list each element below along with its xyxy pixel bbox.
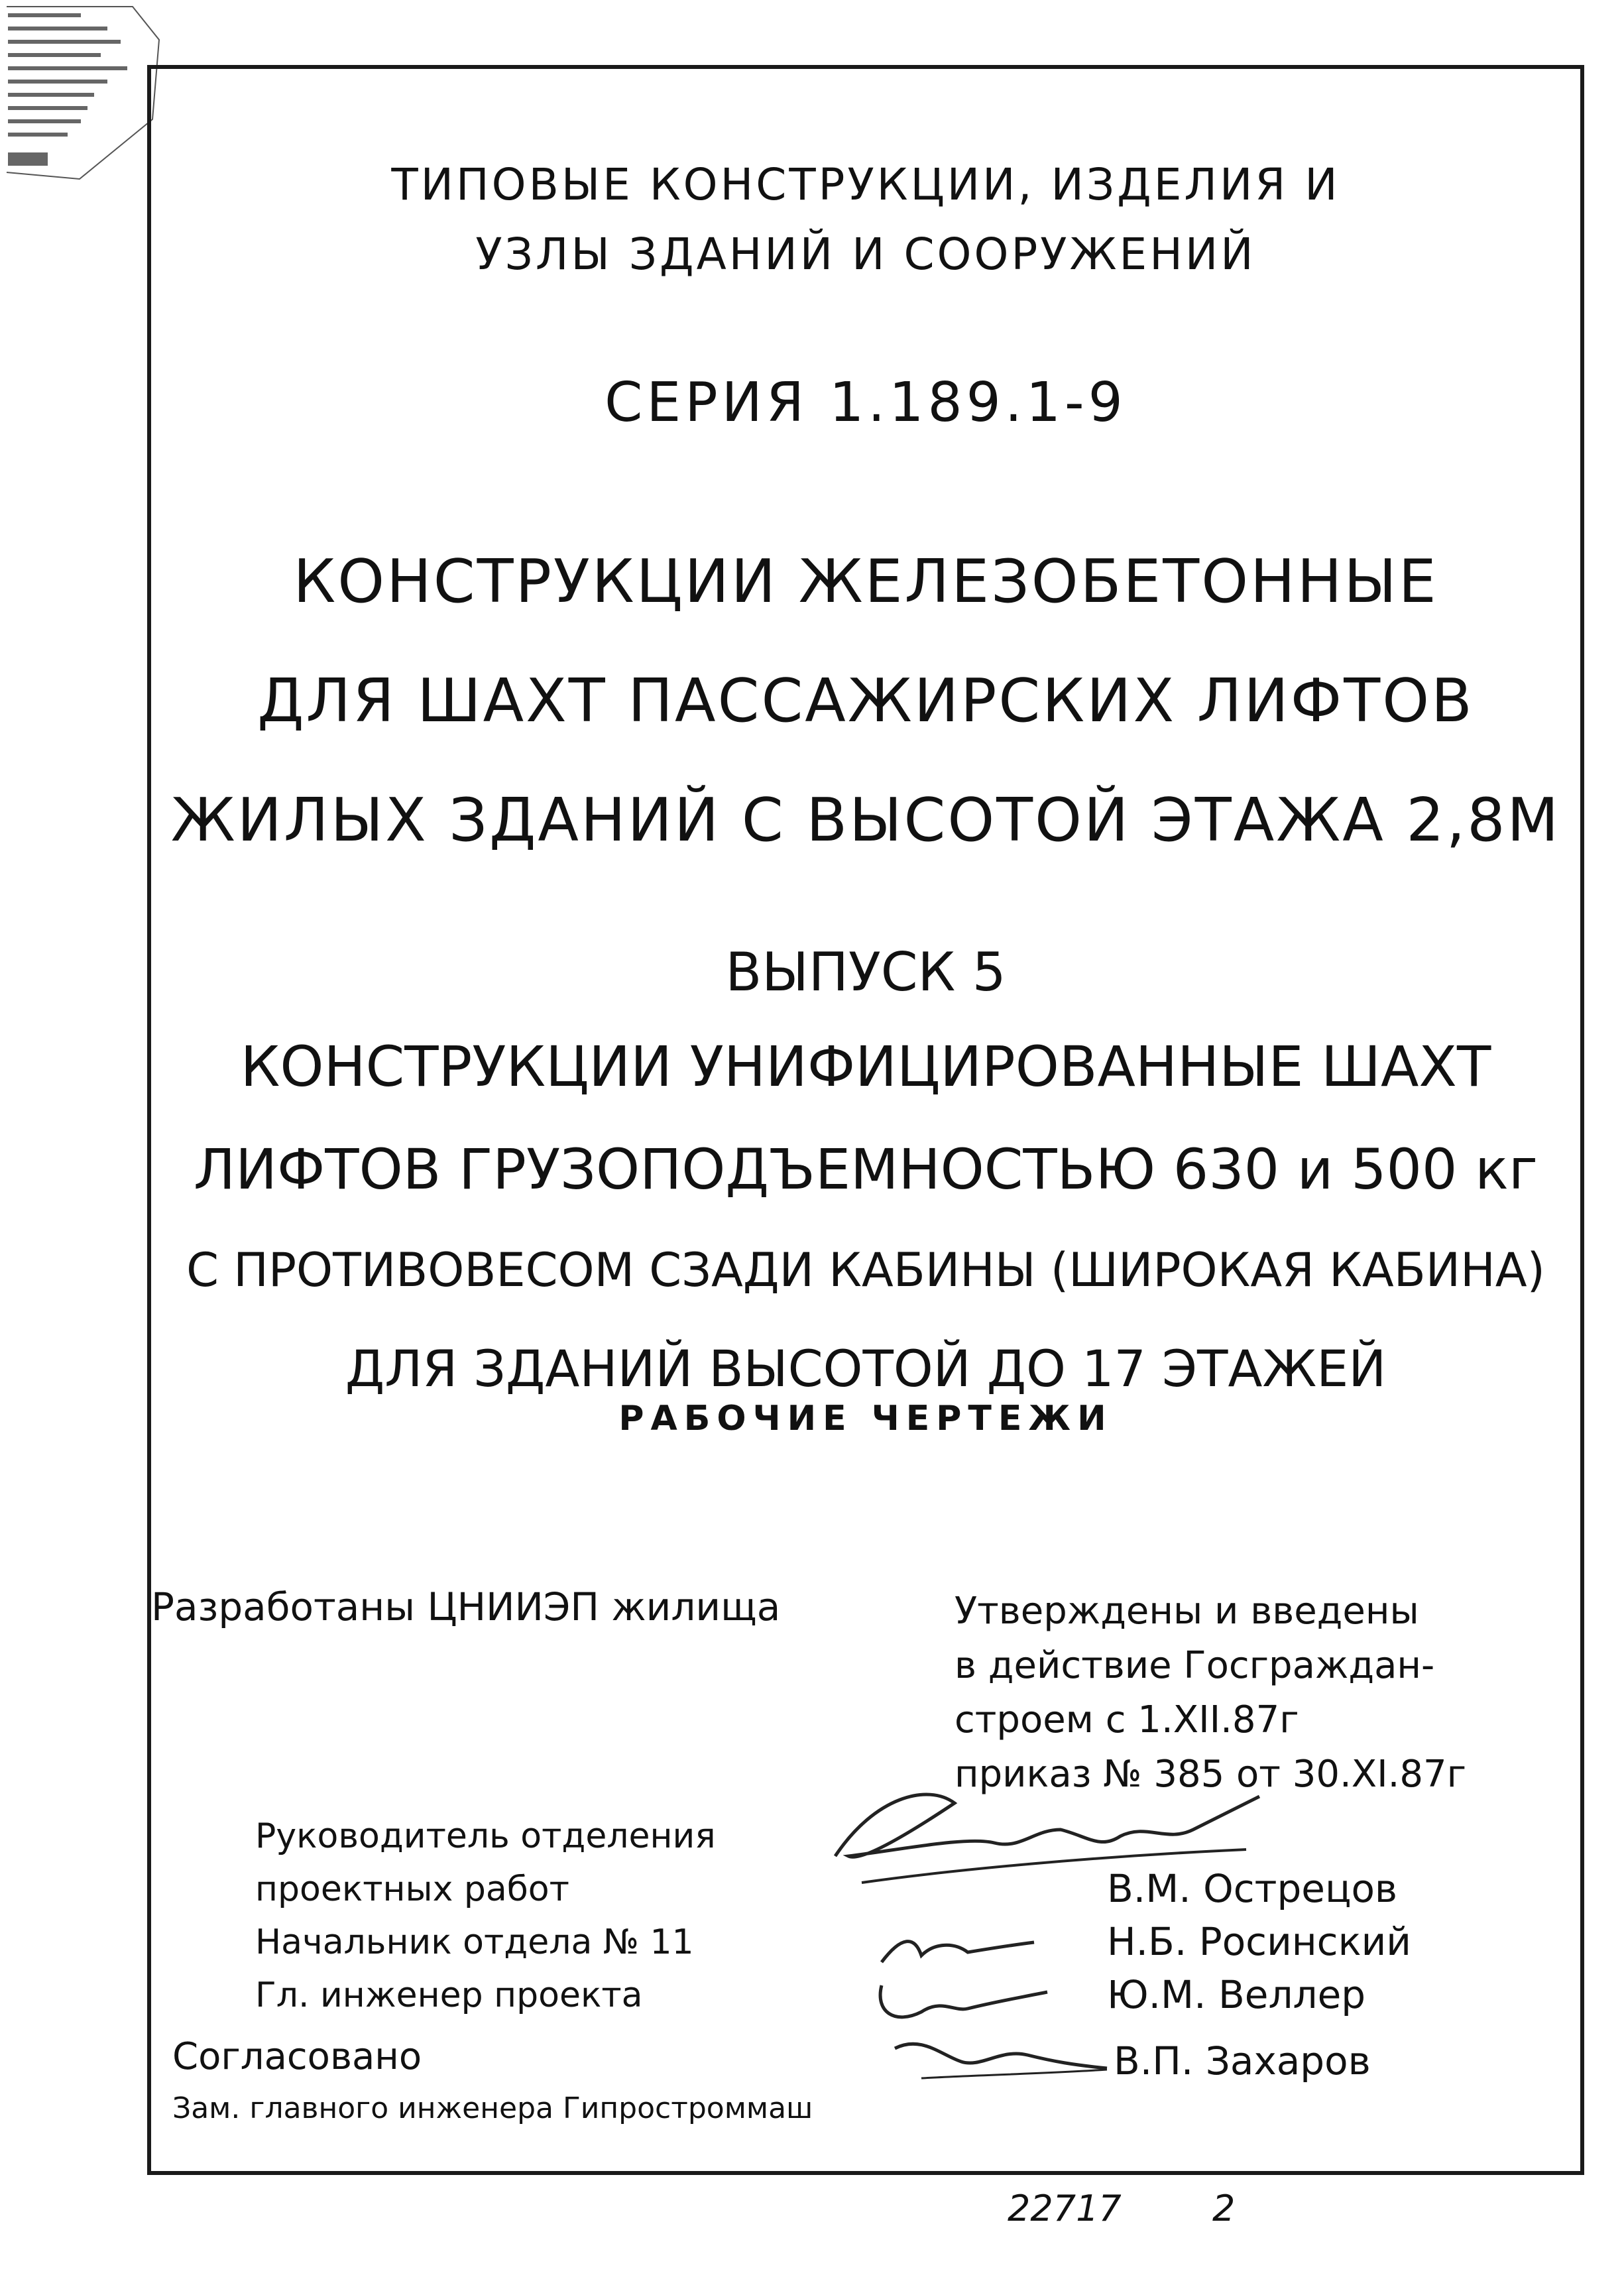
header-line-1: ТИПОВЫЕ КОНСТРУКЦИИ, ИЗДЕЛИЯ И	[391, 159, 1340, 210]
sheet-number: 2	[1212, 2188, 1236, 2229]
issue-line-4: ДЛЯ ЗДАНИЙ ВЫСОТОЙ ДО 17 ЭТАЖЕЙ	[345, 1339, 1387, 1398]
signatory-role-4: Гл. инженер проекта	[255, 1975, 643, 2015]
signatory-role-6: Зам. главного инженера Гипростроммаш	[172, 2091, 813, 2125]
issue-number: ВЫПУСК 5	[725, 941, 1006, 1003]
archive-stamp	[0, 0, 166, 192]
signatory-role-3: Начальник отдела № 11	[255, 1922, 694, 1962]
issue-line-2: ЛИФТОВ ГРУЗОПОДЪЕМНОСТЬЮ 630 и 500 кг	[194, 1137, 1538, 1202]
inventory-code: 22717	[1008, 2188, 1122, 2229]
title-line-2: ДЛЯ ШАХТ ПАССАЖИРСКИХ ЛИФТОВ	[257, 666, 1474, 736]
signatory-name-4: Ю.М. Веллер	[1107, 1972, 1366, 2017]
title-line-3: ЖИЛЫХ ЗДАНИЙ С ВЫСОТОЙ ЭТАЖА 2,8М	[170, 786, 1561, 855]
approval-line-3: строем с 1.XII.87г	[955, 1698, 1299, 1741]
approval-line-4: приказ № 385 от 30.XI.87г	[955, 1753, 1467, 1796]
signature-2-icon	[875, 1922, 1047, 1975]
approval-line-1: Утверждены и введены	[955, 1590, 1419, 1633]
signatory-name-3: Н.Б. Росинский	[1107, 1919, 1411, 1964]
header-line-2: УЗЛЫ ЗДАНИЙ И СООРУЖЕНИЙ	[475, 229, 1256, 280]
signature-1-icon	[822, 1757, 1273, 1889]
signatory-role-1: Руководитель отделения	[255, 1816, 716, 1856]
issue-line-3: С ПРОТИВОВЕСОМ СЗАДИ КАБИНЫ (ШИРОКАЯ КАБИНА)	[186, 1243, 1545, 1297]
series-title: СЕРИЯ 1.189.1-9	[605, 371, 1127, 434]
issue-line-1: КОНСТРУКЦИИ УНИФИЦИРОВАННЫЕ ШАХТ	[240, 1034, 1491, 1099]
approval-line-2: в действие Госграждан-	[955, 1644, 1435, 1687]
signatory-role-2: проектных работ	[255, 1869, 569, 1909]
signature-3-icon	[868, 1972, 1067, 2032]
inventory-number	[1008, 2188, 1235, 2229]
signatory-name-5: В.П. Захаров	[1114, 2038, 1371, 2084]
developed-by: Разработаны ЦНИИЭП жилища	[151, 1584, 781, 1629]
working-drawings-label: РАБОЧИЕ ЧЕРТЕЖИ	[618, 1399, 1113, 1438]
signatory-name-2: В.М. Острецов	[1107, 1866, 1398, 1911]
signatory-role-5: Согласовано	[172, 2035, 422, 2078]
signature-4-icon	[882, 2028, 1120, 2088]
title-line-1: КОНСТРУКЦИИ ЖЕЛЕЗОБЕТОННЫЕ	[293, 547, 1438, 616]
